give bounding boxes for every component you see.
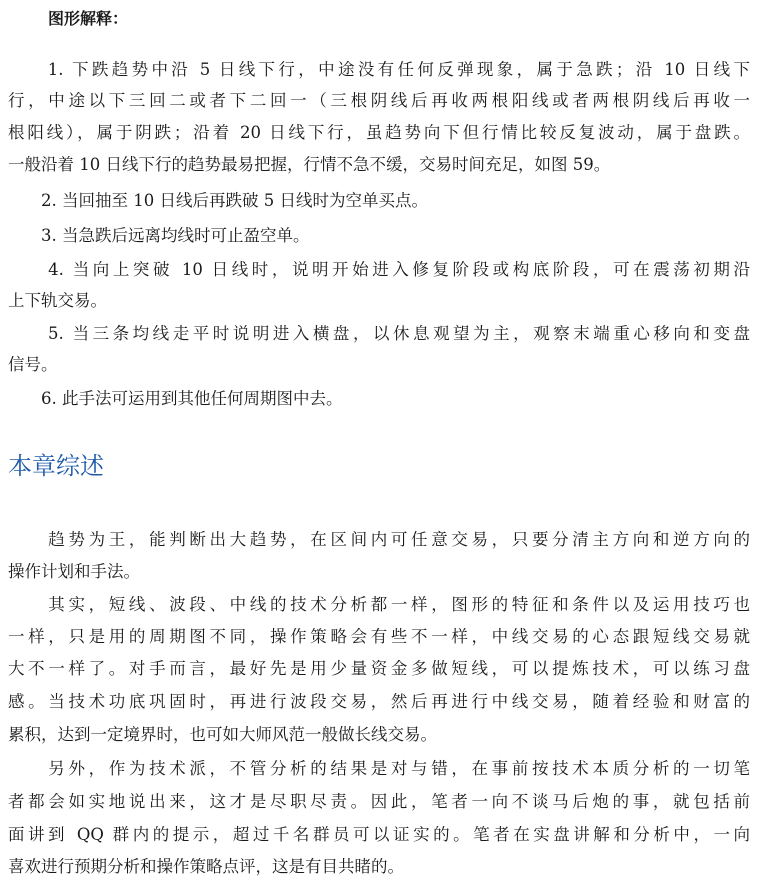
chapter-summary-line: 者都会如实地说出来，这才是尽职尽责。因此，笔者一向不谈马后炮的事，就包括前 xyxy=(8,792,750,811)
chapter-summary-line: 其实，短线、波段、中线的技术分析都一样，图形的特征和条件以及运用技巧也 xyxy=(8,595,750,614)
figure-explanation-line: 根阳线），属于阴跌；沿着 20 日线下行，虽趋势向下但行情比较反复波动，属于盘跌。 xyxy=(8,123,750,142)
figure-explanation-line: 一般沿着 10 日线下行的趋势最易把握，行情不急不缓，交易时间充足，如图 59。 xyxy=(8,155,611,174)
figure-explanation-line: 行，中途以下三回二或者下二回一（三根阴线后再收两根阳线或者两根阴线后再收一 xyxy=(8,91,750,110)
chapter-summary-line: 感。当技术功底巩固时，再进行波段交易，然后再进行中线交易，随着经验和财富的 xyxy=(8,692,750,711)
figure-explanation-line: 信号。 xyxy=(8,355,58,374)
chapter-summary-line: 操作计划和手法。 xyxy=(8,562,140,581)
chapter-summary-line: 另外，作为技术派，不管分析的结果是对与错，在事前按技术本质分析的一切笔 xyxy=(8,759,750,778)
figure-explanation-line: 6. 此手法可运用到其他任何周期图中去。 xyxy=(8,389,343,408)
figure-explanation-line: 3. 当急跌后远离均线时可止盈空单。 xyxy=(8,226,310,245)
chapter-summary-line: 趋势为王，能判断出大趋势，在区间内可任意交易，只要分清主方向和逆方向的 xyxy=(8,530,750,549)
chapter-summary-line: 一样，只是用的周期图不同，操作策略会有些不一样，中线交易的心态跟短线交易就 xyxy=(8,627,750,646)
chapter-summary-line: 面讲到 QQ 群内的提示，超过千名群员可以证实的。笔者在实盘讲解和分析中，一向 xyxy=(8,825,750,844)
figure-explanation-line: 上下轨交易。 xyxy=(8,291,107,310)
chapter-summary-line: 大不一样了。对手而言，最好先是用少量资金多做短线，可以提炼技术，可以练习盘 xyxy=(8,659,750,678)
figure-explanation-line: 2. 当回抽至 10 日线后再跌破 5 日线时为空单买点。 xyxy=(8,191,428,210)
chapter-summary-line: 喜欢进行预期分析和操作策略点评，这是有目共睹的。 xyxy=(8,857,404,876)
figure-explanation-line: 4. 当向上突破 10 日线时，说明开始进入修复阶段或构底阶段，可在震荡初期沿 xyxy=(8,260,750,279)
chapter-summary-title: 本章综述 xyxy=(8,452,104,480)
figure-explanation-line: 5. 当三条均线走平时说明进入横盘，以休息观望为主，观察末端重心移向和变盘 xyxy=(8,324,750,343)
figure-explanation-heading: 图形解释： xyxy=(48,9,129,28)
figure-explanation-line: 1. 下跌趋势中沿 5 日线下行，中途没有任何反弹现象，属于急跌；沿 10 日线下 xyxy=(8,60,750,79)
chapter-summary-line: 累积，达到一定境界时，也可如大师风范一般做长线交易。 xyxy=(8,725,437,744)
